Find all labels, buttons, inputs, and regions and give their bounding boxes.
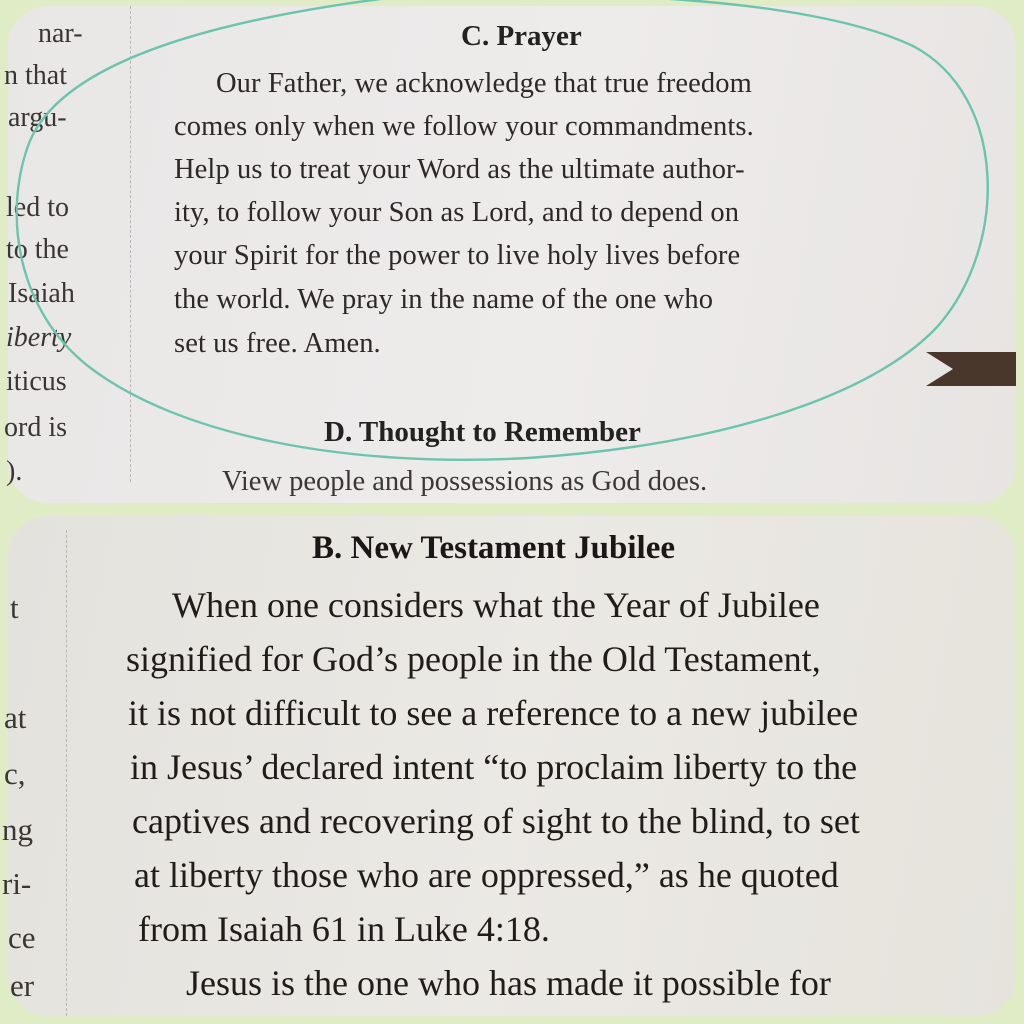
thought-heading: D. Thought to Remember xyxy=(324,416,641,448)
paragraph-line: from Isaiah 61 in Luke 4:18. xyxy=(138,909,550,949)
prayer-line: your Spirit for the power to live holy lives before xyxy=(174,240,741,271)
fragment: argu- xyxy=(8,102,67,133)
fragment: n that xyxy=(4,60,67,91)
section-heading: B. New Testament Jubilee xyxy=(312,530,675,566)
fragment: ). xyxy=(6,456,23,487)
fragment: t xyxy=(10,590,19,625)
fragment: Isaiah xyxy=(8,278,75,309)
fragment: iticus xyxy=(6,366,67,397)
paragraph-line: captives and recovering of sight to the blind, to set xyxy=(132,801,860,841)
fragment: ord is xyxy=(4,412,67,443)
margin-rule xyxy=(66,530,67,1016)
prayer-line: Our Father, we acknowledge that true freedom xyxy=(216,68,752,99)
fragment: led to xyxy=(6,192,69,223)
fragment: ng xyxy=(2,812,33,847)
fragment: ce xyxy=(8,920,36,955)
prayer-line: the world. We pray in the name of the one who xyxy=(174,284,714,315)
bottom-page-photo xyxy=(2,516,1016,1016)
thought-text: View people and possessions as God does. xyxy=(222,466,708,497)
paragraph-line: it is not difficult to see a reference to a new jubilee xyxy=(128,693,859,733)
fragment: nar- xyxy=(38,18,83,49)
paragraph-line: Jesus is the one who has made it possible for xyxy=(186,963,831,1003)
paragraph-line: signified for God’s people in the Old Testament, xyxy=(126,639,821,679)
fragment: c, xyxy=(4,756,26,791)
prayer-line: comes only when we follow your commandments. xyxy=(174,111,754,142)
prayer-line: set us free. Amen. xyxy=(174,328,381,359)
fragment: to the xyxy=(6,234,69,265)
paragraph-line: at liberty those who are oppressed,” as he quoted xyxy=(134,855,839,895)
prayer-line: Help us to treat your Word as the ultimate author- xyxy=(174,154,745,185)
paragraph-line: When one considers what the Year of Jubilee xyxy=(172,585,820,625)
fragment: at xyxy=(4,700,27,735)
prayer-heading: C. Prayer xyxy=(461,20,582,52)
fragment: er xyxy=(10,968,35,1003)
paragraph-line: in Jesus’ declared intent “to proclaim liberty to the xyxy=(130,747,858,787)
top-page-photo xyxy=(4,6,1016,503)
fragment: iberty xyxy=(6,322,72,353)
prayer-line: ity, to follow your Son as Lord, and to depend on xyxy=(174,197,740,228)
fragment: ri- xyxy=(2,866,32,901)
